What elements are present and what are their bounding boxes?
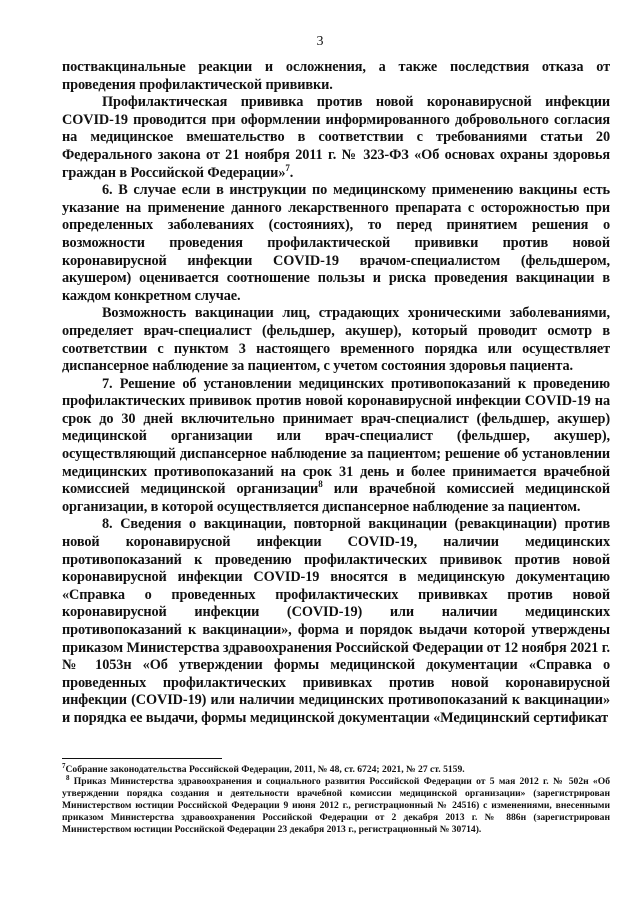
footnote-7: $^7$Собрание законодательства Российской Федерации, 2011, № 48, ст. 6724; 2021, № 27 ст. 5159. bbox=[62, 761, 465, 775]
footnotes bbox=[62, 761, 610, 836]
paragraph-chronic: Возможность вакцинации лиц, страдающих хроническими заболеваниями, определяет врач-специалист (фельдшер, акушер), который проводит осмотр в соответствии с пунктом 3 настоящего временного порядка или осуществляет диспансерное наблюдение за пациентом, с учетом состояния здоровья пациента. bbox=[62, 305, 610, 375]
document-body bbox=[62, 59, 610, 728]
footnote-8: $^8$ Приказ Министерства здравоохранения и социального развития Российской Федерации от 5 мая 2012 г. № 502н «Об утверждении порядка создания и деятельности врачебной комиссии медицинской организации» (зарегистрирован Министерством юстиции Российской Федерации 9 июня 2012 г., регистрационный № 24516) с изменениями, внесенными приказом Министерства здравоохранения Российской Федерации от 2 декабря 2013 г. № 886н (зарегистрирован Министерством юстиции Российской Федерации 23 декабря 2013 г., регистрационный № 30714). bbox=[62, 773, 610, 835]
paragraph-item-6: 6. В случае если в инструкции по медицинскому применению вакцины есть указание на применение данного лекарственного препарата с осторожностью при определенных заболеваниях (состояниях), то перед принятием решения о возможности проведения профилактической прививки против новой коронавирусной инфекции COVID-19 врачом-специалистом (фельдшером, акушером) оценивается соотношение пользы и риска проведения вакцинации в каждом конкретном случае. bbox=[62, 182, 610, 304]
paragraph-continuation: поствакцинальные реакции и осложнения, а также последствия отказа от проведения профилактической прививки. bbox=[62, 59, 610, 93]
paragraph-consent: Профилактическая прививка против новой коронавирусной инфекции COVID-19 проводится при оформлении информированного добровольного согласия на медицинское вмешательство в соответствии с требованиями статьи 20 Федерального закона от 21 ноября 2011 г. № 323-ФЗ «Об основах охраны здоровья граждан в Российской Федерации»$^7$. bbox=[62, 94, 610, 181]
page-number: 3 bbox=[316, 34, 324, 49]
footnote-ref-7[interactable]: 7 bbox=[285, 162, 290, 173]
footnote-ref-8[interactable]: 8 bbox=[318, 479, 323, 490]
paragraph-item-8: 8. Сведения о вакцинации, повторной вакцинации (ревакцинации) против новой коронавирусной инфекции COVID-19, наличии медицинских противопоказаний к проведению профилактических прививок против новой коронавирусной инфекции COVID-19 вносятся в медицинскую документацию «Справка о проведенных профилактических прививках против новой коронавирусной инфекции (COVID-19) или наличии медицинских противопоказаний к вакцинации», форма и порядок выдачи которой утверждены приказом Министерства здравоохранения Российской Федерации от 12 ноября 2021 г. № 1053н «Об утверждении формы медицинской документации «Справка о проведенных профилактических прививках против новой коронавирусной инфекции (COVID-19) или наличии медицинских противопоказаний к вакцинации» и порядка ее выдачи, формы медицинской документации «Медицинский сертификат bbox=[62, 516, 610, 726]
paragraph-item-7: 7. Решение об установлении медицинских противопоказаний к проведению профилактических прививок против новой коронавирусной инфекции COVID-19 на срок до 30 дней включительно принимает врач-специалист (фельдшер, акушер) медицинской организации или врач-специалист (фельдшер, акушер), осуществляющий диспансерное наблюдение за пациентом; решение об установлении медицинских противопоказаний на срок 31 день и более принимается врачебной комиссией медицинской организации$^8$ или врачебной комиссией медицинской организации, в которой осуществляется диспансерное наблюдение за пациентом. bbox=[62, 375, 610, 515]
footnote-divider bbox=[62, 758, 222, 759]
